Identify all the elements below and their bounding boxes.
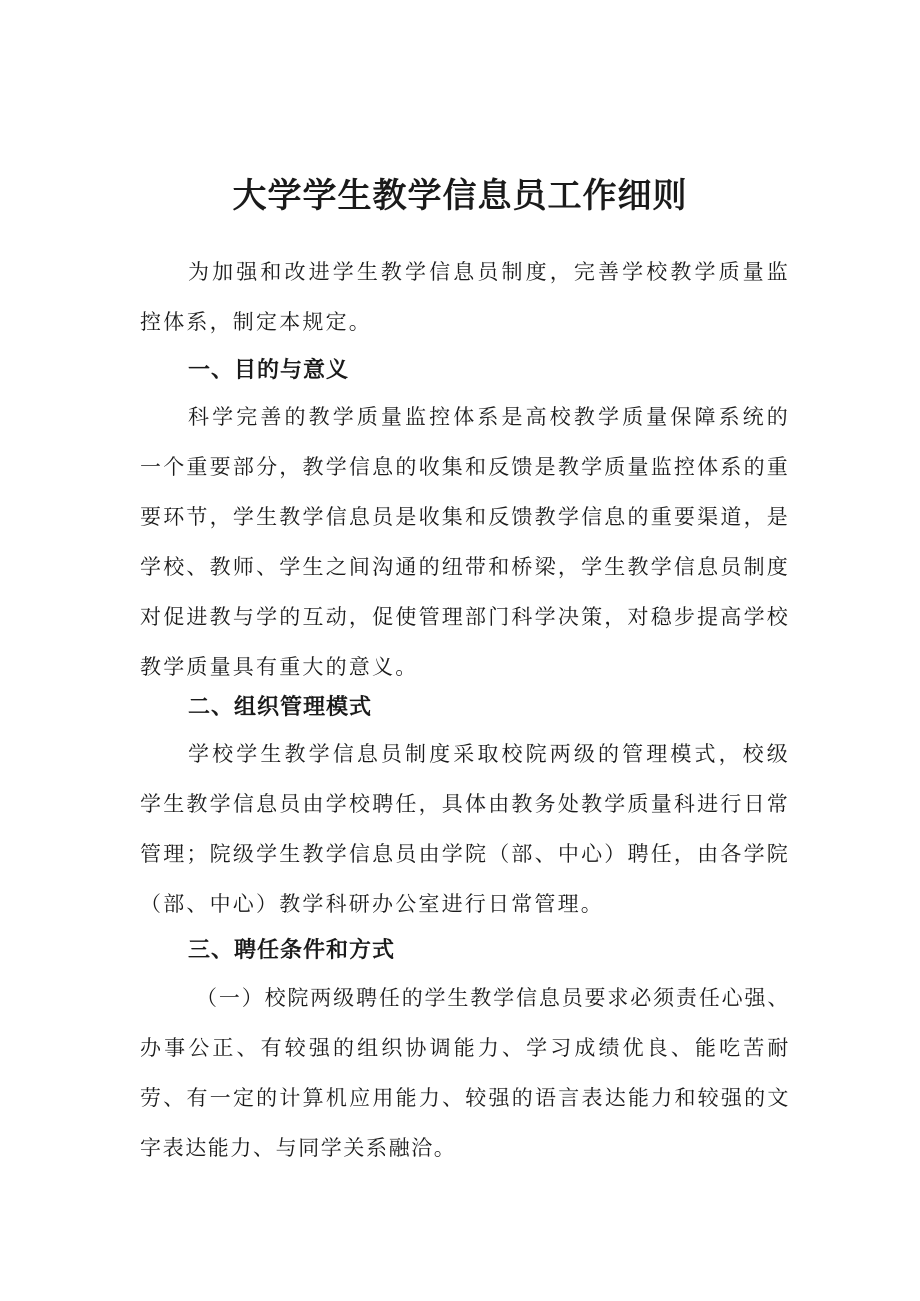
document-title: 大学学生教学信息员工作细则 — [232, 176, 688, 216]
section-heading-purpose: 一、目的与意义 — [188, 358, 350, 383]
section-paragraph-purpose: 科学完善的教学质量监控体系是高校教学质量保障系统的一个重要部分，教学信息的收集和反馈是教学质量监控体系的重要环节，学生教学信息员是收集和反馈教学信息的重要渠道，是学校、教师、学生之间沟通的纽带和桥梁，学生教学信息员制度对促进教与学的互动，促使管理部门科学决策，对稳步提高学校教学质量具有重大的意义。 — [140, 405, 790, 679]
section-heading-management: 二、组织管理模式 — [188, 695, 373, 720]
intro-paragraph: 为加强和改进学生教学信息员制度，完善学校教学质量监控体系，制定本规定。 — [140, 260, 790, 334]
section-heading-appointment: 三、聘任条件和方式 — [188, 938, 396, 963]
section-paragraph-appointment: （一）校院两级聘任的学生教学信息员要求必须责任心强、办事公正、有较强的组织协调能力、学习成绩优良、能吃苦耐劳、有一定的计算机应用能力、较强的语言表达能力和较强的文字表达能力、与同学关系融洽。 — [140, 986, 790, 1160]
section-paragraph-management: 学校学生教学信息员制度采取校院两级的管理模式，校级学生教学信息员由学校聘任，具体由教务处教学质量科进行日常管理；院级学生教学信息员由学院（部、中心）聘任，由各学院（部、中心）教学科研办公室进行日常管理。 — [140, 742, 790, 916]
